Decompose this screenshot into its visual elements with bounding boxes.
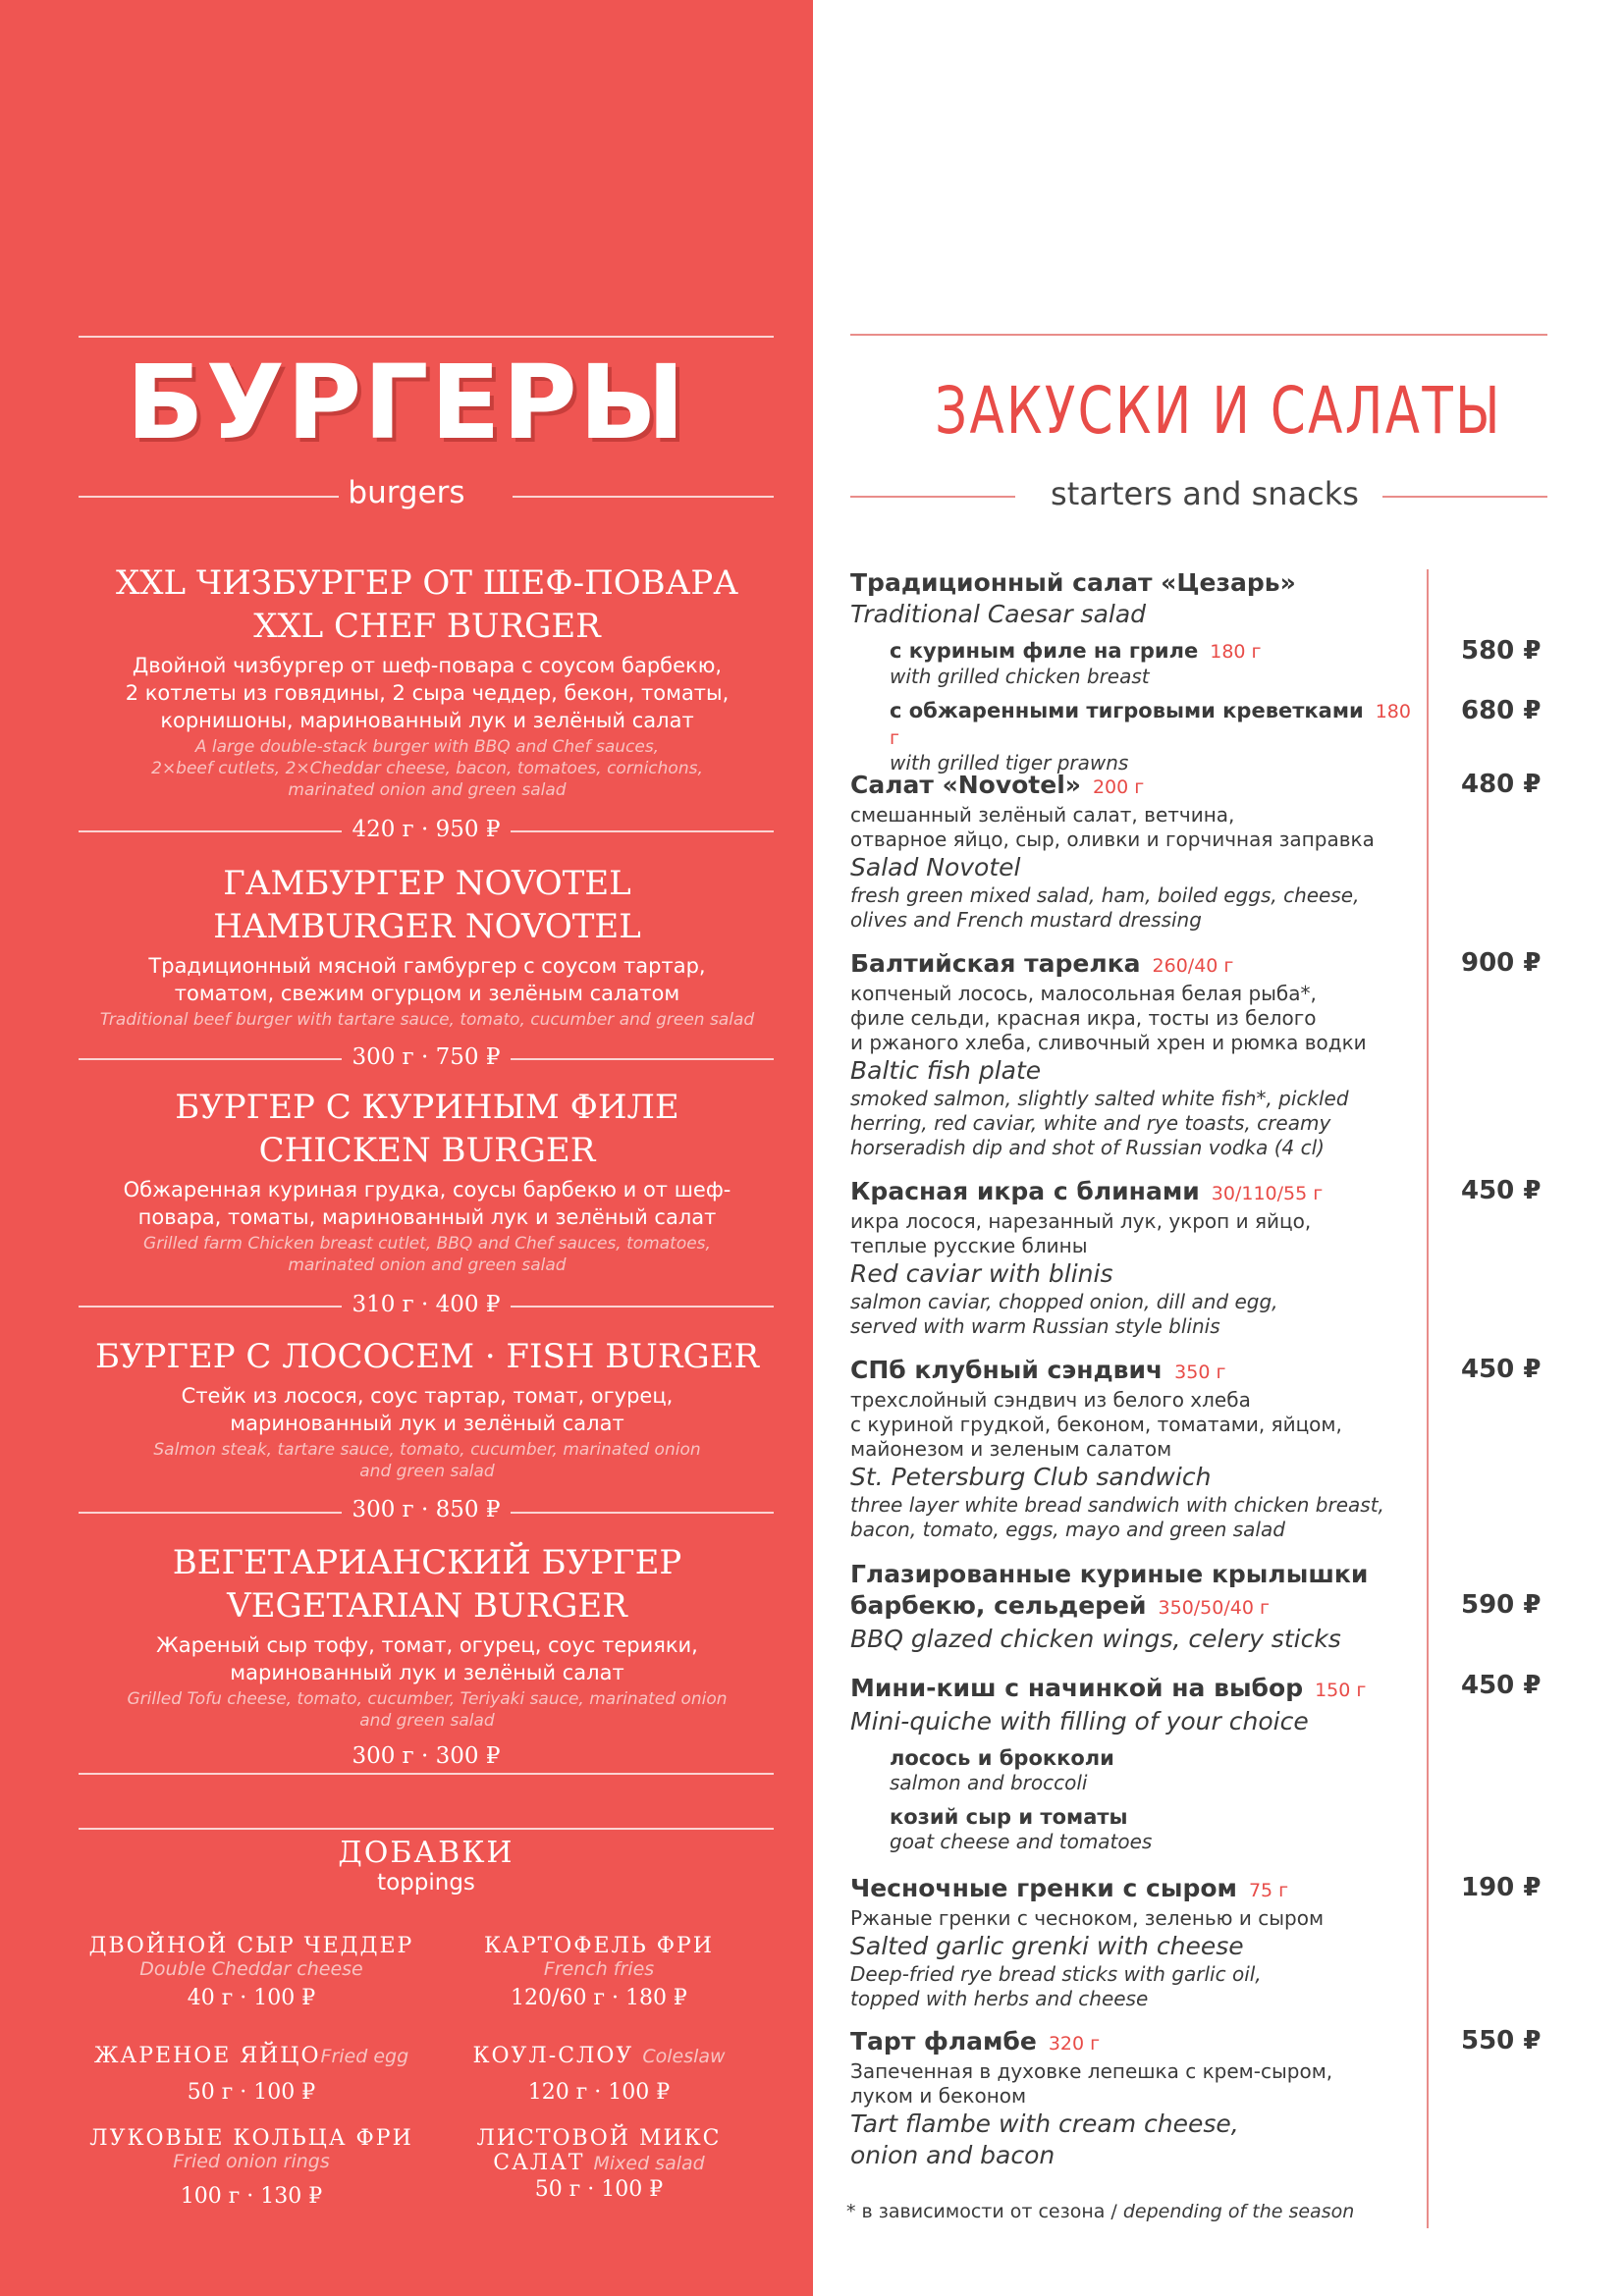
- vertical-divider: [1427, 569, 1429, 2228]
- burger-desc: маринованный лук и зелёный салат: [230, 1412, 624, 1435]
- burger-desc: Традиционный мясной гамбургер с соусом тартар,: [148, 954, 706, 978]
- burger-desc-en: Grilled farm Chicken breast cutlet, BBQ and Chef sauces, tomatoes,: [143, 1234, 711, 1254]
- item-name-en: Red caviar with blinis: [850, 1259, 1113, 1288]
- topping-price: 100 г · 130 ₽: [180, 2184, 323, 2209]
- item-desc-en: topped with herbs and cheese: [850, 1987, 1149, 2010]
- burger-desc-en: Grilled Tofu cheese, tomato, cucumber, Teriyaki sauce, marinated onion: [127, 1689, 728, 1709]
- item-desc: майонезом и зеленым салатом: [850, 1437, 1172, 1461]
- menu-item: [850, 1355, 1420, 1542]
- burger-desc-en: 2×beef cutlets, 2×Cheddar cheese, bacon, tomatoes, cornichons,: [151, 759, 703, 778]
- topping-name: САЛАТ: [493, 2151, 585, 2175]
- topping-item: [432, 2126, 766, 2202]
- item-weight: 75 г: [1248, 1880, 1289, 1901]
- menu-item: [850, 1559, 1420, 1655]
- item-desc: копченый лосось, малосольная белая рыба*,: [850, 982, 1317, 1005]
- divider: [850, 496, 1015, 498]
- divider: [79, 336, 774, 338]
- item-name: СПб клубный сэндвич: [850, 1356, 1164, 1384]
- burger-desc-en: marinated onion and green salad: [288, 1255, 567, 1275]
- topping-item: [432, 2044, 766, 2105]
- burger-title-en: HAMBURGER NOVOTEL: [213, 907, 641, 946]
- item-desc-en: salmon caviar, chopped onion, dill and egg,: [850, 1290, 1278, 1313]
- topping-name: КОУЛ-СЛОУ: [472, 2044, 634, 2068]
- topping-price: 120 г · 100 ₽: [527, 2080, 671, 2105]
- burger-desc-en: A large double-stack burger with BBQ and Chef sauces,: [194, 737, 660, 757]
- option-name: козий сыр и томаты: [890, 1805, 1128, 1829]
- item-price: 480 ₽: [1461, 770, 1542, 799]
- topping-name-en: Fried onion rings: [173, 2151, 330, 2172]
- item-weight: 180 г: [890, 701, 1411, 749]
- item-desc: Запеченная в духовке лепешка с крем-сыром,: [850, 2059, 1333, 2083]
- item-price: 900 ₽: [1461, 948, 1542, 978]
- burger-price: 300 г · 300 ₽: [0, 1743, 852, 1769]
- item-price: 680 ₽: [1461, 696, 1542, 725]
- burgers-title: БУРГЕРЫ: [126, 343, 687, 462]
- item-weight: 150 г: [1315, 1680, 1367, 1701]
- item-desc: Ржаные гренки с чесноком, зеленью и сыром: [850, 1906, 1325, 1930]
- item-desc: смешанный зелёный салат, ветчина,: [850, 803, 1235, 827]
- item-desc: икра лосося, нарезанный лук, укроп и яйцо,: [850, 1209, 1312, 1233]
- burger-title-en: VEGETARIAN BURGER: [227, 1586, 627, 1626]
- topping-price: 50 г · 100 ₽: [534, 2177, 664, 2202]
- item-price: 450 ₽: [1461, 1176, 1542, 1205]
- burger-title-ru: XXL ЧИЗБУРГЕР ОТ ШЕФ-ПОВАРА: [116, 563, 738, 603]
- topping-name-en: Double Cheddar cheese: [139, 1958, 363, 1980]
- topping-item: [84, 2126, 418, 2209]
- topping-item: [432, 1934, 766, 2010]
- item-name-en: Salted garlic grenki with cheese: [850, 1932, 1244, 1960]
- topping-name: ЛИСТОВОЙ МИКС: [476, 2126, 722, 2151]
- item-price: 450 ₽: [1461, 1671, 1542, 1700]
- item-desc-en: bacon, tomato, eggs, mayo and green salad: [850, 1518, 1285, 1541]
- item-desc-en: fresh green mixed salad, ham, boiled eggs, cheese,: [850, 883, 1360, 907]
- option-name: с куриным филе на гриле: [890, 639, 1199, 663]
- item-desc: отварное яйцо, сыр, оливки и горчичная заправка: [850, 828, 1375, 851]
- item-price: 550 ₽: [1461, 2026, 1542, 2056]
- item-desc-en: served with warm Russian style blinis: [850, 1314, 1220, 1338]
- burger-desc: Стейк из лосося, соус тартар, томат, огурец,: [181, 1384, 674, 1408]
- starters-title: ЗАКУСКИ И САЛАТЫ: [935, 373, 1502, 449]
- item-desc-en: herring, red caviar, white and rye toasts, creamy: [850, 1111, 1331, 1135]
- option-name: с обжаренными тигровыми креветками: [890, 699, 1364, 722]
- divider: [79, 1773, 774, 1775]
- option-name: лосось и брокколи: [890, 1746, 1114, 1770]
- item-desc: теплые русские блины: [850, 1234, 1088, 1257]
- burger-item: [39, 1335, 815, 1482]
- item-name: Красная икра с блинами: [850, 1177, 1200, 1205]
- menu-item: [850, 567, 1420, 774]
- divider: [79, 1828, 774, 1830]
- item-weight: 180 г: [1210, 641, 1262, 663]
- item-desc-en: three layer white bread sandwich with chicken breast,: [850, 1493, 1384, 1517]
- burger-item: [39, 862, 815, 1031]
- item-weight: 200 г: [1092, 776, 1145, 798]
- burger-desc: корнишоны, маринованный лук и зелёный салат: [160, 709, 694, 732]
- item-name-en: BBQ glazed chicken wings, celery sticks: [850, 1625, 1341, 1653]
- item-name-en: St. Petersburg Club sandwich: [850, 1463, 1212, 1491]
- item-weight: 320 г: [1048, 2033, 1101, 2055]
- item-name: Мини-киш с начинкой на выбор: [850, 1674, 1304, 1702]
- item-name: Традиционный салат «Цезарь»: [850, 568, 1296, 597]
- topping-name-en: French fries: [543, 1958, 655, 1980]
- menu-item: [850, 1873, 1420, 2011]
- option-name-en: goat cheese and tomatoes: [890, 1830, 1153, 1853]
- toppings-header: [0, 1836, 852, 1896]
- burger-price: 300 г · 750 ₽: [0, 1044, 852, 1070]
- topping-name-en: Fried egg: [320, 2046, 409, 2067]
- burgers-subtitle: burgers: [348, 475, 465, 510]
- topping-name-en: Mixed salad: [593, 2153, 705, 2174]
- item-name-en: Baltic fish plate: [850, 1056, 1042, 1085]
- option-name-en: salmon and broccoli: [890, 1771, 1088, 1794]
- item-name: Балтийская тарелка: [850, 949, 1141, 978]
- burger-desc-en: marinated onion and green salad: [288, 780, 567, 800]
- item-name: Тарт фламбе: [850, 2027, 1037, 2056]
- item-weight: 350 г: [1174, 1362, 1226, 1383]
- burger-desc: повара, томаты, маринованный лук и зелёный салат: [137, 1205, 717, 1229]
- item-desc: и ржаного хлеба, сливочный хрен и рюмка водки: [850, 1031, 1367, 1054]
- topping-name: ЛУКОВЫЕ КОЛЬЦА ФРИ: [89, 2126, 413, 2151]
- item-price: 450 ₽: [1461, 1355, 1542, 1384]
- burger-item: [39, 1086, 815, 1276]
- menu-item: [850, 2026, 1420, 2171]
- option-name-en: with grilled chicken breast: [890, 665, 1150, 688]
- footnote-ru: * в зависимости от сезона /: [846, 2201, 1123, 2222]
- burger-desc: томатом, свежим огурцом и зелёным салатом: [174, 982, 680, 1005]
- burger-desc-en: and green salad: [359, 1462, 495, 1481]
- item-price: 190 ₽: [1461, 1873, 1542, 1902]
- starters-subtitle: starters and snacks: [1051, 475, 1359, 512]
- item-name: Чесночные гренки с сыром: [850, 1874, 1237, 1902]
- item-desc: луком и беконом: [850, 2084, 1027, 2108]
- topping-price: 40 г · 100 ₽: [187, 1986, 316, 2010]
- menu-item: [850, 1176, 1420, 1339]
- item-weight: 260/40 г: [1152, 955, 1234, 977]
- topping-item: [84, 1934, 418, 2010]
- footnote-en: depending of the season: [1122, 2201, 1355, 2222]
- item-name: барбекю, сельдерей: [850, 1591, 1147, 1620]
- topping-name: КАРТОФЕЛЬ ФРИ: [484, 1934, 714, 1958]
- topping-price: 50 г · 100 ₽: [187, 2080, 316, 2105]
- topping-price: 120/60 г · 180 ₽: [511, 1986, 687, 2010]
- topping-name: ЖАРЕНОЕ ЯЙЦО: [93, 2044, 321, 2068]
- menu-item: [850, 770, 1420, 933]
- topping-name: ДВОЙНОЙ СЫР ЧЕДДЕР: [88, 1934, 414, 1958]
- item-price: 580 ₽: [1461, 636, 1542, 666]
- burger-price: 300 г · 850 ₽: [0, 1497, 852, 1522]
- toppings-subtitle: toppings: [377, 1870, 475, 1896]
- menu-item: [850, 948, 1420, 1160]
- burger-item: [39, 1541, 815, 1732]
- item-weight: 30/110/55 г: [1211, 1183, 1324, 1204]
- burger-desc: Двойной чизбургер от шеф-повара с соусом барбекю,: [132, 654, 723, 677]
- option-name-en: with grilled tiger prawns: [890, 751, 1129, 774]
- burger-desc: 2 котлеты из говядины, 2 сыра чеддер, бекон, томаты,: [125, 681, 730, 705]
- burger-title-ru: ВЕГЕТАРИАНСКИЙ БУРГЕР: [172, 1543, 682, 1582]
- footnote: [846, 2201, 1354, 2222]
- toppings-title: ДОБАВКИ: [338, 1836, 514, 1870]
- topping-name-en: Coleslaw: [642, 2046, 726, 2067]
- item-name: Салат «Novotel»: [850, 771, 1081, 799]
- item-weight: 350/50/40 г: [1158, 1597, 1270, 1619]
- burger-title-ru: ГАМБУРГЕР NOVOTEL: [223, 864, 631, 903]
- item-desc: с куриной грудкой, беконом, томатами, яйцом,: [850, 1413, 1342, 1436]
- item-name-en: Traditional Caesar salad: [850, 600, 1147, 628]
- burger-desc: Обжаренная куриная грудка, соусы барбекю и от шеф-: [123, 1178, 731, 1201]
- burger-item: [39, 561, 815, 801]
- item-desc-en: horseradish dip and shot of Russian vodka (4 cl): [850, 1136, 1325, 1159]
- item-price: 590 ₽: [1461, 1590, 1542, 1620]
- divider: [1382, 496, 1547, 498]
- divider: [850, 334, 1547, 336]
- item-name-en: Salad Novotel: [850, 853, 1021, 881]
- burger-desc-en: and green salad: [359, 1711, 495, 1731]
- item-name-en: Tart flambe with cream cheese,: [850, 2109, 1239, 2138]
- burger-title-en: XXL CHEF BURGER: [253, 607, 601, 646]
- item-name: Глазированные куриные крылышки: [850, 1560, 1369, 1588]
- topping-item: [84, 2044, 418, 2105]
- burger-desc: маринованный лук и зелёный салат: [230, 1661, 624, 1684]
- item-desc-en: smoked salmon, slightly salted white fish*, pickled: [850, 1087, 1349, 1110]
- item-desc-en: olives and French mustard dressing: [850, 908, 1202, 932]
- burger-price: 420 г · 950 ₽: [0, 817, 852, 842]
- item-name-en: onion and bacon: [850, 2141, 1056, 2169]
- divider: [513, 496, 774, 498]
- item-desc-en: Deep-fried rye bread sticks with garlic oil,: [850, 1962, 1262, 1986]
- menu-item: [850, 1673, 1420, 1853]
- burger-title-ru: БУРГЕР С ЛОСОСЕМ · FISH BURGER: [94, 1337, 760, 1376]
- item-name-en: Mini-quiche with filling of your choice: [850, 1707, 1309, 1735]
- burger-desc: Жареный сыр тофу, томат, огурец, соус терияки,: [156, 1633, 698, 1657]
- burger-desc-en: Salmon steak, tartare sauce, tomato, cucumber, marinated onion: [153, 1440, 701, 1460]
- burger-title-ru: БУРГЕР С КУРИНЫМ ФИЛЕ: [175, 1088, 679, 1127]
- burger-price: 310 г · 400 ₽: [0, 1292, 852, 1317]
- burger-desc-en: Traditional beef burger with tartare sauce, tomato, cucumber and green salad: [99, 1010, 755, 1030]
- item-desc: трехслойный сэндвич из белого хлеба: [850, 1388, 1251, 1412]
- item-desc: филе сельди, красная икра, тосты из белого: [850, 1006, 1317, 1030]
- burger-title-en: CHICKEN BURGER: [258, 1131, 596, 1170]
